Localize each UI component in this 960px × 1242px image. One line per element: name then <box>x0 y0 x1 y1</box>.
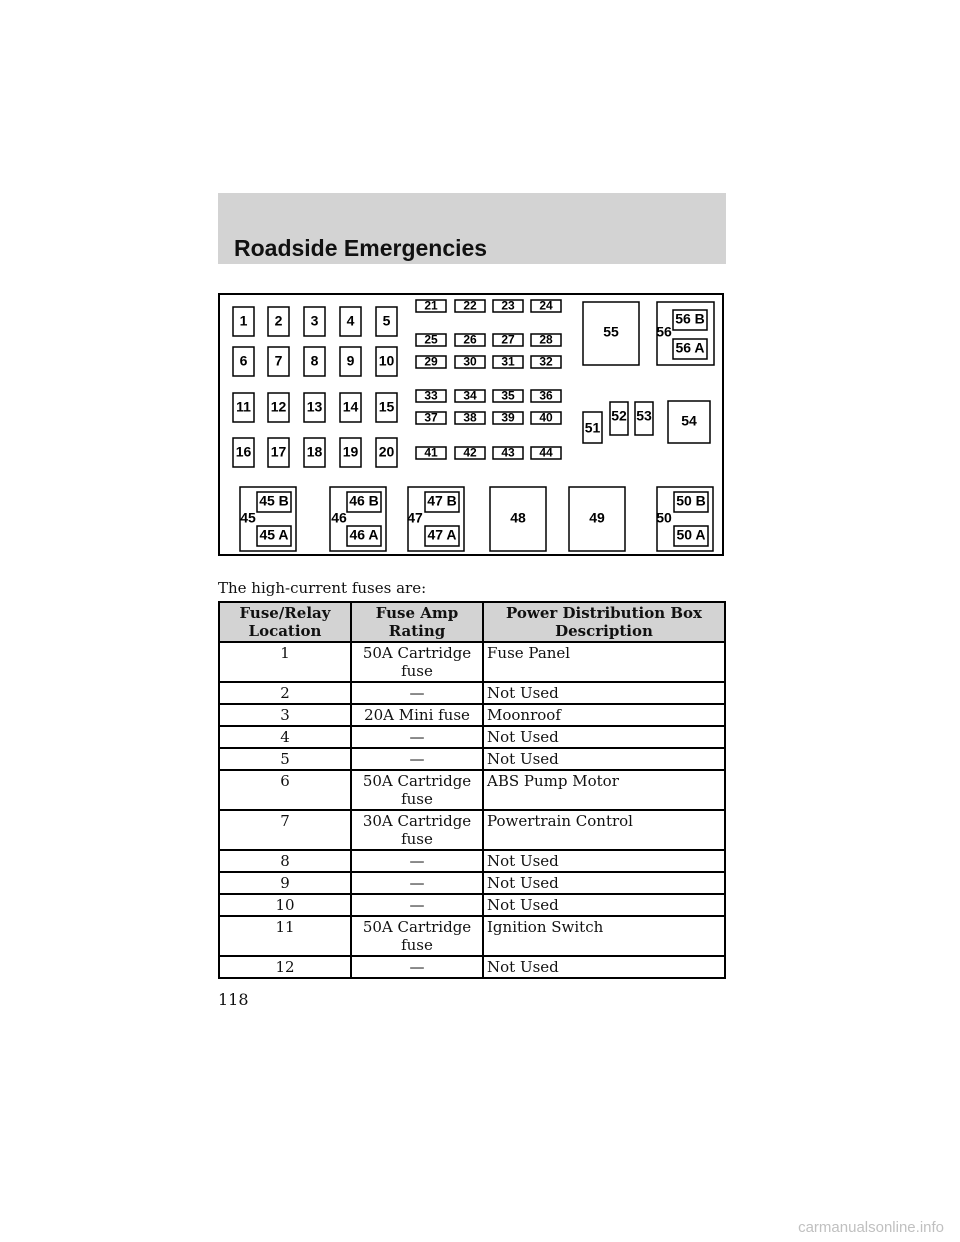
relay-50-label: 50 <box>656 509 672 526</box>
page-number: 118 <box>218 990 249 1009</box>
intro-text: The high-current fuses are: <box>218 579 427 597</box>
mini-fuse-label-29: 29 <box>424 354 438 369</box>
mini-fuse-label-42: 42 <box>463 445 477 460</box>
fuse-label-4: 4 <box>346 312 355 329</box>
description-cell: Not Used <box>483 748 725 770</box>
table-row <box>219 956 725 978</box>
section-title: Roadside Emergencies <box>234 235 488 261</box>
location-cell: 7 <box>219 810 351 850</box>
rating-cell: 30A Cartridge fuse <box>351 810 483 850</box>
rating-cell: 50A Cartridge fuse <box>351 916 483 956</box>
rating-cell: 50A Cartridge fuse <box>351 642 483 682</box>
fuse-box-diagram <box>218 293 724 556</box>
description-cell: Not Used <box>483 850 725 872</box>
relay-46b-label: 46 B <box>349 492 379 509</box>
mini-fuse-label-21: 21 <box>424 298 438 313</box>
description-cell: Not Used <box>483 872 725 894</box>
location-cell: 10 <box>219 894 351 916</box>
mini-fuse-label-31: 31 <box>501 354 515 369</box>
mini-fuse-label-23: 23 <box>501 298 515 313</box>
header-location: Fuse/Relay Location <box>219 602 351 642</box>
relay-49-label: 49 <box>589 509 605 526</box>
mini-fuse-label-26: 26 <box>463 332 477 347</box>
relay-51-label: 51 <box>584 419 601 436</box>
fuse-table <box>218 601 726 979</box>
description-cell: Not Used <box>483 956 725 978</box>
table-row <box>219 682 725 704</box>
fuse-label-1: 1 <box>239 312 248 329</box>
rating-cell: 50A Cartridge fuse <box>351 770 483 810</box>
mini-fuse-label-24: 24 <box>539 298 553 313</box>
fuse-label-17: 17 <box>270 443 287 460</box>
description-cell: Not Used <box>483 894 725 916</box>
mini-fuse-label-44: 44 <box>539 445 553 460</box>
relay-45a-label: 45 A <box>259 526 289 543</box>
mini-fuse-label-30: 30 <box>463 354 477 369</box>
fuse-label-16: 16 <box>235 443 252 460</box>
mini-fuse-label-35: 35 <box>501 388 515 403</box>
location-cell: 11 <box>219 916 351 956</box>
fuse-box-svg <box>220 295 726 558</box>
fuse-label-9: 9 <box>346 352 355 369</box>
mini-fuse-label-38: 38 <box>463 410 477 425</box>
relay-54-label: 54 <box>681 412 697 429</box>
fuse-label-3: 3 <box>310 312 319 329</box>
fuse-label-8: 8 <box>310 352 319 369</box>
mini-fuse-label-41: 41 <box>424 445 438 460</box>
location-cell: 9 <box>219 872 351 894</box>
mini-fuse-label-22: 22 <box>463 298 477 313</box>
relay-47b-label: 47 B <box>427 492 457 509</box>
table-row <box>219 704 725 726</box>
location-cell: 6 <box>219 770 351 810</box>
location-cell: 8 <box>219 850 351 872</box>
fuse-label-5: 5 <box>382 312 391 329</box>
location-cell: 3 <box>219 704 351 726</box>
section-header <box>218 193 726 264</box>
rating-cell: 20A Mini fuse <box>351 704 483 726</box>
table-row <box>219 748 725 770</box>
location-cell: 4 <box>219 726 351 748</box>
relay-47-label: 47 <box>407 509 423 526</box>
header-rating: Fuse Amp Rating <box>351 602 483 642</box>
rating-cell: — <box>351 850 483 872</box>
location-cell: 5 <box>219 748 351 770</box>
fuse-label-12: 12 <box>270 398 287 415</box>
mini-fuse-label-25: 25 <box>424 332 438 347</box>
mini-fuse-label-28: 28 <box>539 332 553 347</box>
table-row <box>219 726 725 748</box>
relay-56a-label: 56 A <box>675 339 705 356</box>
rating-cell: — <box>351 872 483 894</box>
mini-fuse-label-32: 32 <box>539 354 553 369</box>
table-row <box>219 894 725 916</box>
rating-cell: — <box>351 726 483 748</box>
fuse-label-18: 18 <box>306 443 323 460</box>
rating-cell: — <box>351 894 483 916</box>
fuse-label-13: 13 <box>306 398 323 415</box>
relay-53-label: 53 <box>636 407 652 424</box>
relay-50b-label: 50 B <box>676 492 706 509</box>
relay-56-label: 56 <box>656 323 672 340</box>
rating-cell: — <box>351 956 483 978</box>
relay-46a-label: 46 A <box>349 526 379 543</box>
table-row <box>219 916 725 956</box>
table-row <box>219 810 725 850</box>
rating-cell: — <box>351 748 483 770</box>
relay-45-label: 45 <box>240 509 256 526</box>
fuse-label-2: 2 <box>274 312 283 329</box>
mini-fuse-label-37: 37 <box>424 410 438 425</box>
fuse-label-11: 11 <box>236 398 251 415</box>
table-header-row <box>219 602 725 642</box>
fuse-label-7: 7 <box>274 352 283 369</box>
mini-fuse-label-43: 43 <box>501 445 515 460</box>
watermark: carmanualsonline.info <box>798 1219 944 1236</box>
description-cell: ABS Pump Motor <box>483 770 725 810</box>
description-cell: Not Used <box>483 682 725 704</box>
fuse-label-6: 6 <box>239 352 248 369</box>
relay-56b-label: 56 B <box>675 310 705 327</box>
relay-45b-label: 45 B <box>259 492 289 509</box>
mini-fuse-label-27: 27 <box>501 332 515 347</box>
description-cell: Not Used <box>483 726 725 748</box>
relay-50a-label: 50 A <box>676 526 706 543</box>
description-cell: Powertrain Control <box>483 810 725 850</box>
header-description: Power Distribution Box Description <box>483 602 725 642</box>
relay-48-label: 48 <box>510 509 526 526</box>
description-cell: Fuse Panel <box>483 642 725 682</box>
mini-fuse-label-40: 40 <box>539 410 553 425</box>
mini-fuse-label-36: 36 <box>539 388 553 403</box>
table-row <box>219 770 725 810</box>
relay-55-label: 55 <box>603 323 619 340</box>
relay-46-label: 46 <box>331 509 347 526</box>
relay-52-label: 52 <box>611 407 627 424</box>
fuse-label-10: 10 <box>378 352 395 369</box>
mini-fuse-label-34: 34 <box>463 388 477 403</box>
location-cell: 2 <box>219 682 351 704</box>
fuse-label-20: 20 <box>378 443 395 460</box>
table-row <box>219 850 725 872</box>
location-cell: 12 <box>219 956 351 978</box>
mini-fuse-label-39: 39 <box>501 410 515 425</box>
fuse-label-14: 14 <box>342 398 359 415</box>
relay-47a-label: 47 A <box>427 526 457 543</box>
fuse-label-19: 19 <box>342 443 359 460</box>
rating-cell: — <box>351 682 483 704</box>
table-row <box>219 872 725 894</box>
description-cell: Moonroof <box>483 704 725 726</box>
mini-fuse-label-33: 33 <box>424 388 438 403</box>
fuse-label-15: 15 <box>378 398 395 415</box>
location-cell: 1 <box>219 642 351 682</box>
description-cell: Ignition Switch <box>483 916 725 956</box>
table-row <box>219 642 725 682</box>
